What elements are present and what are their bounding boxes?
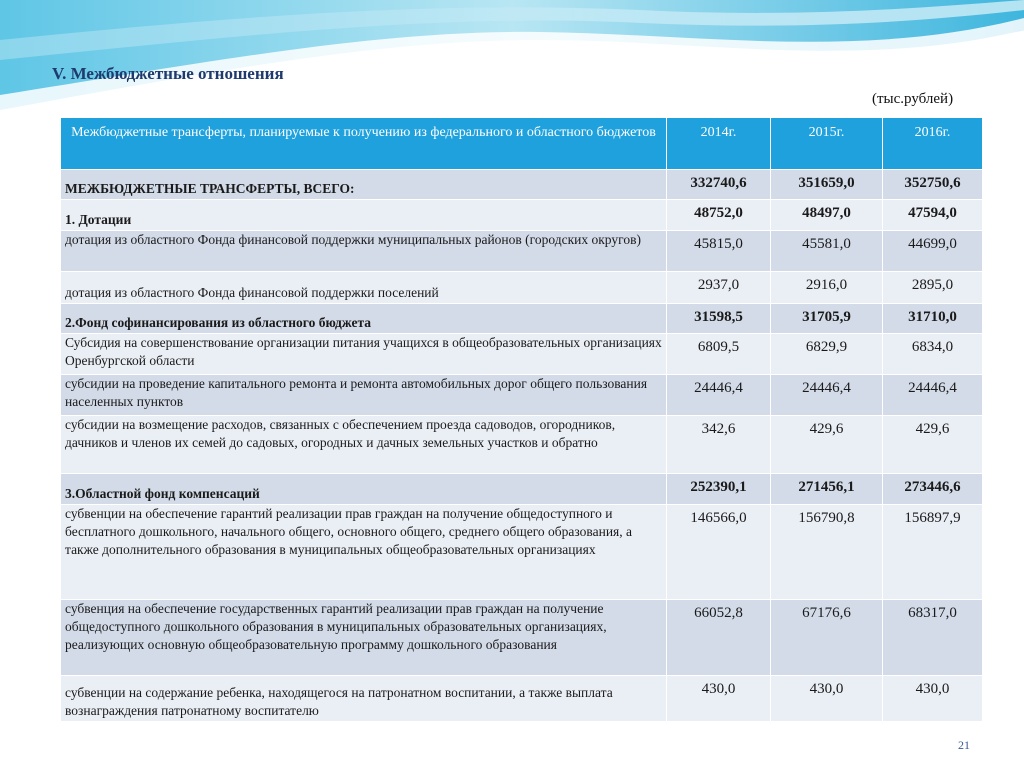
table-row [61, 676, 983, 722]
row-label: субвенции на обеспечение гарантий реализации прав граждан на получение общедоступного и бесплатного дошкольного, начального общего, основного общего, среднего общего образования, а также дополнительного образования в муниципальных общеобразовательных организациях [61, 505, 667, 600]
value-2015: 6829,9 [771, 334, 883, 375]
value-2015: 271456,1 [771, 474, 883, 505]
row-label: дотация из областного Фонда финансовой поддержки муниципальных районов (городских округов) [61, 231, 667, 272]
value-2014: 48752,0 [667, 200, 771, 231]
value-2014: 252390,1 [667, 474, 771, 505]
value-2015: 24446,4 [771, 375, 883, 416]
header-year-2015: 2015г. [771, 118, 883, 170]
header-label: Межбюджетные трансферты, планируемые к получению из федерального и областного бюджетов [61, 118, 667, 170]
value-2015: 45581,0 [771, 231, 883, 272]
value-2014: 31598,5 [667, 304, 771, 334]
value-2015: 156790,8 [771, 505, 883, 600]
row-label: субсидии на возмещение расходов, связанных с обеспечением проезда садоводов, огородников, дачников и членов их семей до садовых, огородных и дачных земельных участков и обратно [61, 416, 667, 474]
table-row [61, 334, 983, 375]
value-2014: 24446,4 [667, 375, 771, 416]
value-2014: 45815,0 [667, 231, 771, 272]
value-2015: 31705,9 [771, 304, 883, 334]
decorative-wave-header [0, 0, 1024, 120]
value-2016: 352750,6 [883, 170, 983, 200]
value-2016: 156897,9 [883, 505, 983, 600]
row-label: 1. Дотации [61, 200, 667, 231]
row-label: дотация из областного Фонда финансовой поддержки поселений [61, 272, 667, 304]
table-row [61, 231, 983, 272]
row-label: 3.Областной фонд компенсаций [61, 474, 667, 505]
row-label: Субсидия на совершенствование организации питания учащихся в общеобразовательных организациях Оренбургской области [61, 334, 667, 375]
row-label: субвенция на обеспечение государственных гарантий реализации прав граждан на получение общедоступного дошкольного образования в муниципальных образовательных организациях, реализующих основную общеобразовательную программу дошкольного образования [61, 600, 667, 676]
value-2016: 430,0 [883, 676, 983, 722]
row-label: субсидии на проведение капитального ремонта и ремонта автомобильных дорог общего пользования населенных пунктов [61, 375, 667, 416]
value-2015: 2916,0 [771, 272, 883, 304]
value-2015: 48497,0 [771, 200, 883, 231]
table-row [61, 272, 983, 304]
table-row [61, 474, 983, 505]
table-row [61, 505, 983, 600]
table-row [61, 600, 983, 676]
value-2014: 146566,0 [667, 505, 771, 600]
value-2016: 44699,0 [883, 231, 983, 272]
unit-label: (тыс.рублей) [872, 91, 954, 107]
value-2016: 47594,0 [883, 200, 983, 231]
row-label: 2.Фонд софинансирования из областного бюджета [61, 304, 667, 334]
transfers-table [60, 117, 983, 722]
value-2014: 66052,8 [667, 600, 771, 676]
value-2016: 24446,4 [883, 375, 983, 416]
table-row [61, 375, 983, 416]
table-row [61, 170, 983, 200]
header-year-2014: 2014г. [667, 118, 771, 170]
value-2016: 31710,0 [883, 304, 983, 334]
row-label: МЕЖБЮДЖЕТНЫЕ ТРАНСФЕРТЫ, ВСЕГО: [61, 170, 667, 200]
table-row [61, 200, 983, 231]
value-2016: 6834,0 [883, 334, 983, 375]
header-year-2016: 2016г. [883, 118, 983, 170]
value-2015: 351659,0 [771, 170, 883, 200]
value-2014: 332740,6 [667, 170, 771, 200]
table-row [61, 416, 983, 474]
page-number: 21 [958, 738, 970, 752]
table-header-row [61, 118, 983, 170]
value-2015: 430,0 [771, 676, 883, 722]
value-2016: 2895,0 [883, 272, 983, 304]
value-2015: 67176,6 [771, 600, 883, 676]
value-2015: 429,6 [771, 416, 883, 474]
table-row [61, 304, 983, 334]
value-2016: 273446,6 [883, 474, 983, 505]
value-2014: 2937,0 [667, 272, 771, 304]
slide-title: V. Межбюджетные отношения [52, 64, 284, 83]
value-2016: 68317,0 [883, 600, 983, 676]
value-2014: 430,0 [667, 676, 771, 722]
value-2016: 429,6 [883, 416, 983, 474]
value-2014: 342,6 [667, 416, 771, 474]
value-2014: 6809,5 [667, 334, 771, 375]
row-label: субвенции на содержание ребенка, находящегося на патронатном воспитании, а также выплата вознаграждения патронатному воспитателю [61, 676, 667, 722]
